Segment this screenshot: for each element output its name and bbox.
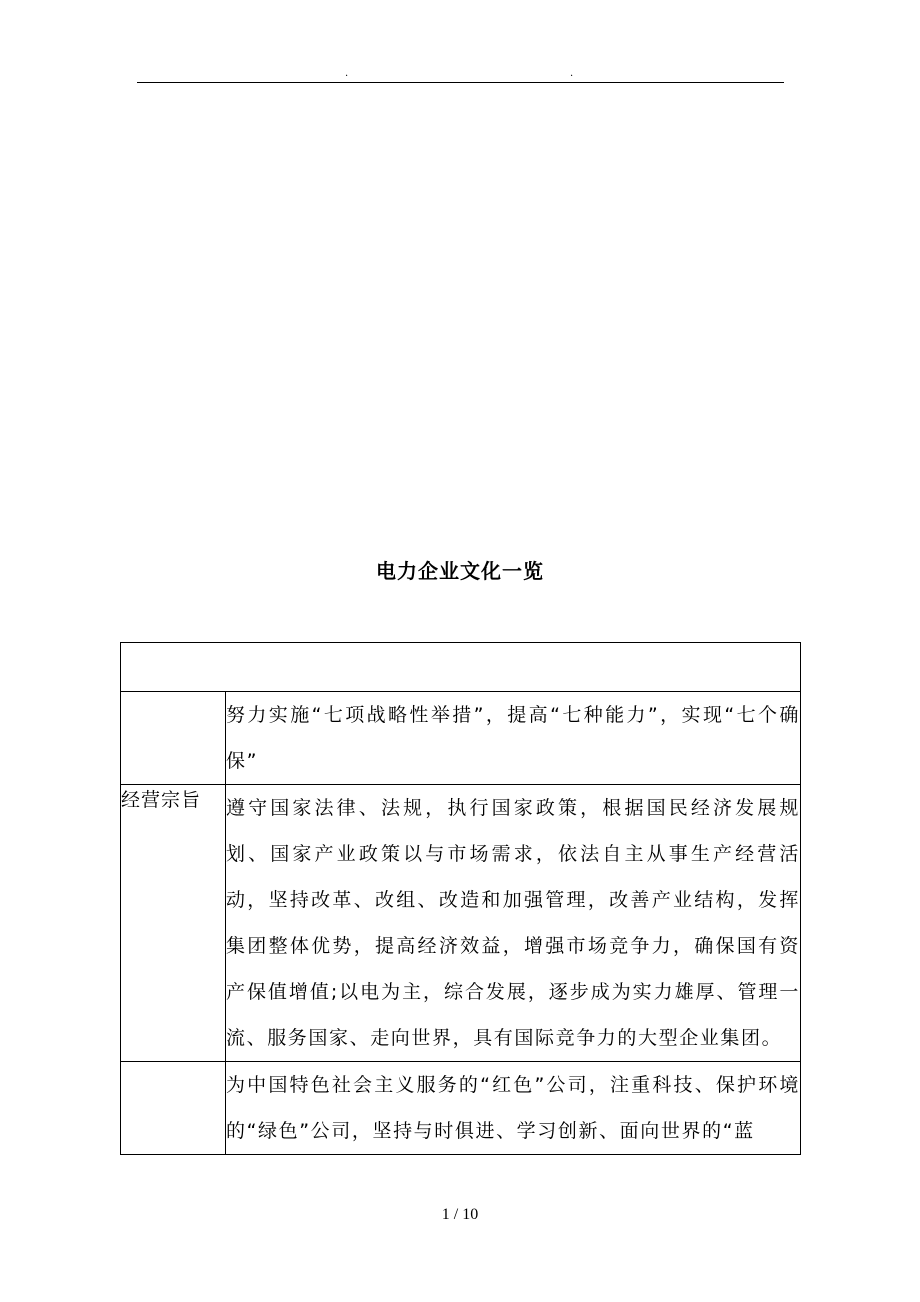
row-label: 经营宗旨 <box>121 785 226 1062</box>
row-label <box>121 1062 226 1155</box>
table-row <box>121 785 801 1062</box>
row-content: 遵守国家法律、法规，执行国家政策，根据国民经济发展规划、国家产业政策以与市场需求，依法自主从事生产经营活动，坚持改革、改组、改造和加强管理，改善产业结构，发挥集团整体优势，提高经济效益，增强市场竞争力，确保国有资产保值增值;以电为主，综合发展，逐步成为实力雄厚、管理一流、服务国家、走向世界，具有国际竞争力的大型企业集团。 <box>226 785 801 1062</box>
table-row <box>121 1062 801 1155</box>
table-header-cell <box>121 643 801 692</box>
row-content: 为中国特色社会主义服务的“红色”公司，注重科技、保护环境的“绿色”公司，坚持与时俱进、学习创新、面向世界的“蓝 <box>226 1062 801 1155</box>
row-label <box>121 692 226 785</box>
header-mark-right: . <box>570 68 574 79</box>
row-content: 努力实施“七项战略性举措”，提高“七种能力”，实现“七个确保” <box>226 692 801 785</box>
header-rule <box>137 82 784 83</box>
table-row <box>121 692 801 785</box>
header-mark-left: . <box>345 68 349 79</box>
document-title: 电力企业文化一览 <box>376 559 544 583</box>
page-number: 1 / 10 <box>441 1206 479 1223</box>
table-header-row <box>121 643 801 692</box>
culture-table <box>120 642 801 1155</box>
